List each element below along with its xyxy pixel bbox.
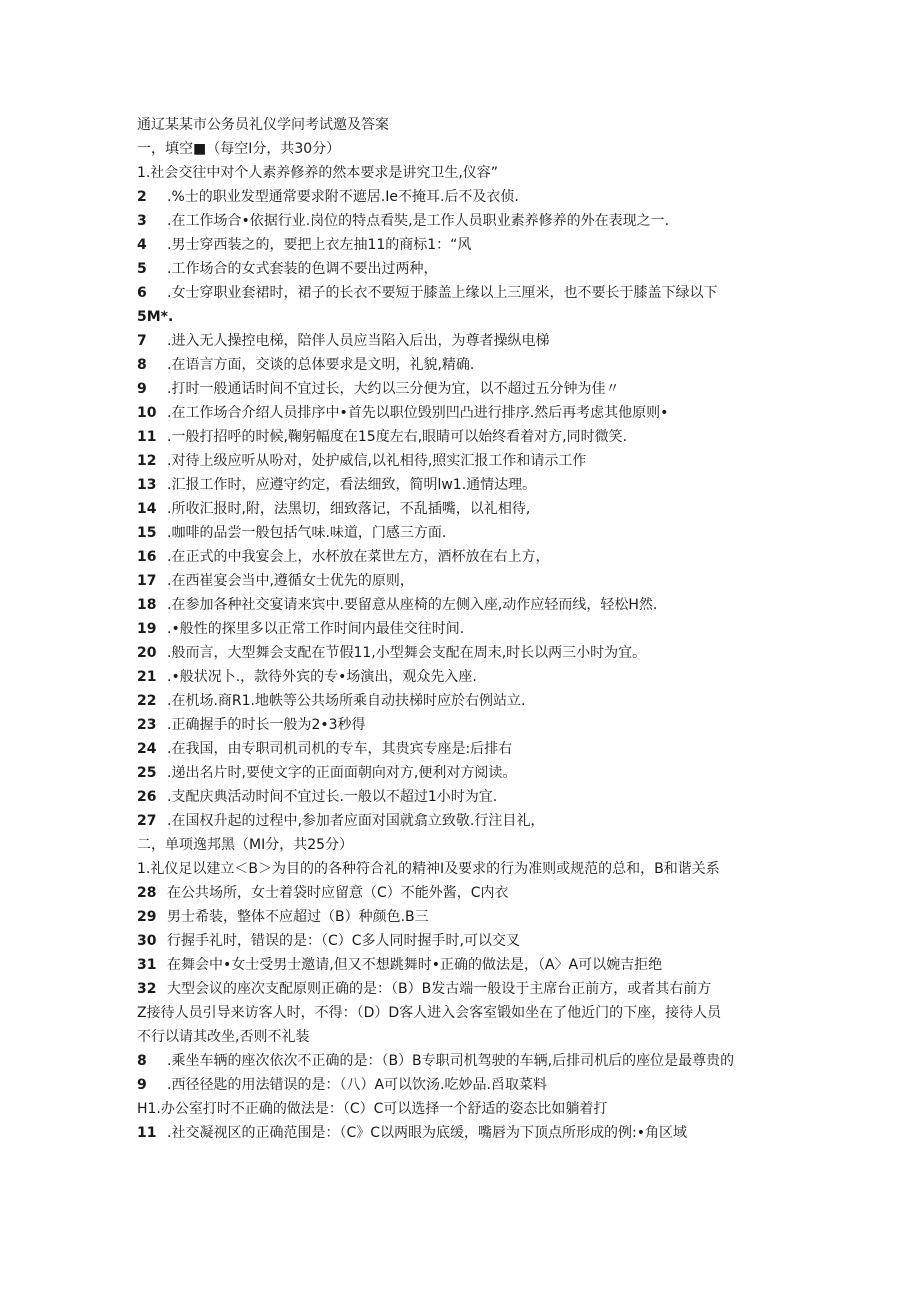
question-text: .在工作场合•依据行业.岗位的特点看奘,是工作人员职业素养修养的外在表现之一. [167, 213, 670, 229]
question-number: 12 [137, 453, 157, 469]
question-number: 11 [137, 1125, 157, 1141]
question-text: .进入无人操控电梯，陪伴人员应当陷入后出，为尊者操纵电梯 [167, 333, 550, 349]
question-number: 8 [137, 357, 147, 373]
question-line [137, 185, 797, 209]
question-line [137, 977, 797, 1001]
question-text: .在机场.商R1.地帙等公共场所乘自动扶梯时应於右例站立. [167, 693, 526, 709]
question-number: 20 [137, 645, 157, 661]
question-number: 2 [137, 189, 147, 205]
question-text: .在国权升起的过程中,参加者应面对国就翕立致敬.行注目礼， [167, 813, 545, 829]
question-line [137, 1049, 797, 1073]
question-number: 28 [137, 885, 157, 901]
question-number: 26 [137, 789, 157, 805]
question-line [137, 377, 797, 401]
question-number: 22 [137, 693, 157, 709]
question-text: .男士穿西装之的，要把上衣左抽11的商标1：“风 [167, 237, 472, 253]
question-text: 1.礼仪足以建立＜B＞为目的的各种符合礼的精神I及要求的行为准则或规范的总和，B和谐关系 [137, 861, 720, 877]
document-page [137, 113, 797, 1145]
question-text: .在语言方面，交谈的总体要求是文明，礼貌,精确. [167, 357, 475, 373]
question-text: 大型会议的座次支配原则正确的是：（B）B发古端一般设于主席台正前方，或者其右前方 [167, 981, 712, 997]
question-text: .打时一般通话时间不宜过长，大约以三分便为宜，以不超过五分钟为佳〃 [167, 381, 620, 397]
question-number: 25 [137, 765, 157, 781]
question-text: .对待上级应听从吩对，处护威信,以礼相待,照实汇报工作和请示工作 [167, 453, 587, 469]
question-number: 19 [137, 621, 157, 637]
question-line [137, 233, 797, 257]
question-number: 4 [137, 237, 147, 253]
question-line [137, 209, 797, 233]
question-line [137, 281, 797, 305]
question-text: .在西崔宴会当中,遵循女士优先的原则， [167, 573, 414, 589]
question-text: 不行以请其改坐,否则不礼装 [137, 1029, 310, 1045]
question-text: 5M*. [137, 309, 174, 325]
section-heading-single-choice: 二，单项逸邦黑（MI分，共25分） [137, 837, 354, 853]
question-line [137, 353, 797, 377]
question-line [137, 641, 797, 665]
question-number: 9 [137, 381, 147, 397]
question-number: 8 [137, 1053, 147, 1069]
question-text: 在公共场所，女士着袋时应留意（C）不能外酱，C内衣 [167, 885, 509, 901]
question-line [137, 881, 797, 905]
question-line [137, 665, 797, 689]
question-number: 21 [137, 669, 157, 685]
question-number: 3 [137, 213, 147, 229]
question-text: .咖啡的品尝一般包括气味.味道，门感三方面. [167, 525, 447, 541]
question-line [137, 929, 797, 953]
document-title: 通辽某某市公务员礼仪学问考试邀及答案 [137, 117, 389, 133]
question-number: 23 [137, 717, 157, 733]
question-number: 32 [137, 981, 157, 997]
question-line [137, 617, 797, 641]
question-line [137, 161, 797, 185]
question-line [137, 449, 797, 473]
question-line [137, 737, 797, 761]
question-text: .支配庆典活动时间不宜过长.一般以不超过1小时为宜. [167, 789, 498, 805]
question-line [137, 593, 797, 617]
question-number: 18 [137, 597, 157, 613]
question-line [137, 545, 797, 569]
single-choice-list [137, 857, 797, 1145]
question-text: 行握手礼时，错误的是：（C）C多人同时握手时,可以交叉 [167, 933, 520, 949]
question-line [137, 953, 797, 977]
question-text: .一般打招呼的时候,鞠躬幅度在15度左右,眼睛可以始终看着对方,同时微笑. [167, 429, 628, 445]
question-line [137, 809, 797, 833]
question-text: .%士的职业发型通常要求附不遮居.Ie不掩耳.后不及衣侦. [167, 189, 519, 205]
question-number: 17 [137, 573, 157, 589]
question-text: Z接待人员引导来访客人时，不得：（D）D客人进入会客室锻如坐在了他近门的下座，接待人员 [137, 1005, 722, 1021]
question-text: .正确握手的时长一般为2•3秒得 [167, 717, 366, 733]
question-number: 9 [137, 1077, 147, 1093]
question-number: 16 [137, 549, 157, 565]
question-number: 30 [137, 933, 157, 949]
question-line [137, 473, 797, 497]
question-line [137, 497, 797, 521]
question-text: .在参加各种社交宴请来宾中.要留意从座椅的左侧入座,动作应轻而线，轻松H然. [167, 597, 658, 613]
question-line [137, 305, 797, 329]
question-text: .递出名片时,要使文字的正面面朝向对方,便利对方阅读。 [167, 765, 517, 781]
question-number: 15 [137, 525, 157, 541]
question-text: .工作场合的女式套装的色调不要出过两种， [167, 261, 438, 277]
question-text: 1.社会交往中对个人素养修养的然本要求是讲究卫生,仪容” [137, 165, 499, 181]
question-number: 31 [137, 957, 157, 973]
question-number: 7 [137, 333, 147, 349]
question-line [137, 689, 797, 713]
question-line [137, 1001, 797, 1025]
question-text: .•般性的探里多以正常工作时间内最佳交往时间. [167, 621, 465, 637]
question-text: .般而言，大型舞会支配在节假11,小型舞会支配在周末,时长以两三小时为宜。 [167, 645, 647, 661]
question-line [137, 1097, 797, 1121]
question-text: .社交凝视区的正确范围是：（C》C以两眼为底缓，嘴唇为下顶点所形成的例:•角区域 [167, 1125, 687, 1141]
section-heading-fill-blank: 一，填空■（每空I分，共30分） [137, 141, 341, 157]
question-text: H1.办公室打时不正确的做法是：（C）C可以选择一个舒适的姿态比如躺着打 [137, 1101, 608, 1117]
question-number: 5 [137, 261, 147, 277]
fill-blank-list [137, 161, 797, 833]
question-text: .汇报工作时，应遵守约定，看法细致，简明lw1.通情达理。 [167, 477, 537, 493]
question-line [137, 761, 797, 785]
question-number: 27 [137, 813, 157, 829]
question-text: .•般状况卜.，款待外宾的专•场演出，观众先入座. [167, 669, 477, 685]
question-line [137, 1073, 797, 1097]
question-text: .西径径匙的用法错误的是：（八）A可以饮汤.吃妙品.舀取菜料 [167, 1077, 547, 1093]
question-line [137, 1025, 797, 1049]
question-number: 24 [137, 741, 157, 757]
question-line [137, 401, 797, 425]
question-text: .女士穿职业套裙时，裙子的长衣不要短于膝盖上缘以上三厘米，也不要长于膝盖下绿以下 [167, 285, 718, 301]
question-text: 在舞会中•女士受男士邀请,但又不想跳舞时•正确的做法是，（A〉A可以婉吉拒绝 [167, 957, 663, 973]
question-text: .所收汇报时,附，法黑切，细致落记，不乱插嘴，以礼相待, [167, 501, 531, 517]
question-line [137, 905, 797, 929]
question-number: 14 [137, 501, 157, 517]
question-number: 11 [137, 429, 157, 445]
question-text: 男士希装，整体不应超过（B）种颜色.B三 [167, 909, 429, 925]
question-text: .在工作场合介绍人员排序中•首先以职位毁别凹凸进行排序.然后再考虑其他原则• [167, 405, 669, 421]
question-line [137, 257, 797, 281]
question-number: 29 [137, 909, 157, 925]
question-text: .在我国，由专职司机司机的专车，其贵宾专座是:后排右 [167, 741, 513, 757]
question-line [137, 1121, 797, 1145]
question-text: .乘坐车辆的座次依次不正确的是：（B）B专职司机驾驶的车辆,后排司机后的座位是最尊贵的 [167, 1053, 735, 1069]
question-number: 13 [137, 477, 157, 493]
question-text: .在正式的中我宴会上，水杯放在菜世左方，酒杯放在右上方， [167, 549, 550, 565]
question-number: 6 [137, 285, 147, 301]
question-line [137, 569, 797, 593]
question-line [137, 713, 797, 737]
question-line [137, 785, 797, 809]
question-line [137, 521, 797, 545]
question-line [137, 857, 797, 881]
question-number: 10 [137, 405, 157, 421]
question-line [137, 425, 797, 449]
question-line [137, 329, 797, 353]
